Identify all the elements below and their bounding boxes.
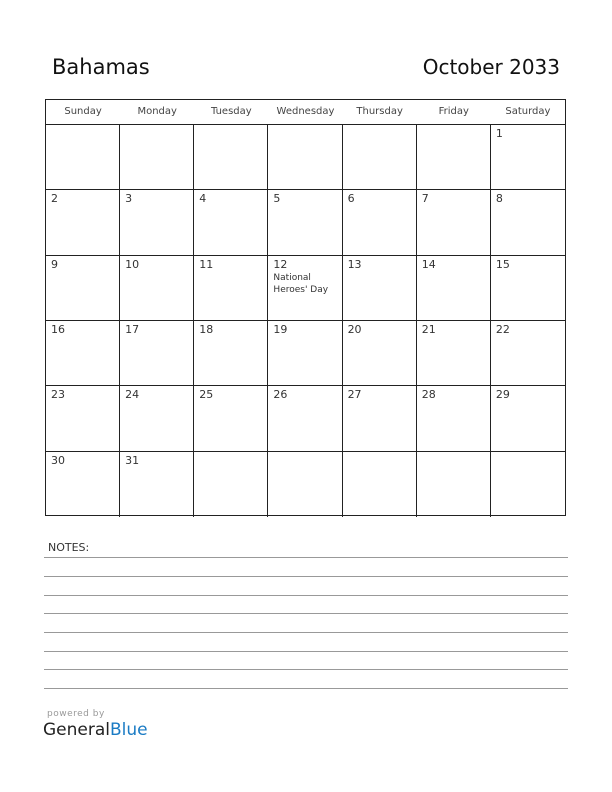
holiday-label: National Heroes' Day (273, 272, 329, 295)
day-number: 25 (199, 388, 214, 402)
day-cell (46, 190, 120, 255)
day-cell (491, 125, 565, 190)
day-number: 1 (495, 127, 503, 140)
day-cell (268, 190, 342, 255)
day-cell (46, 452, 120, 517)
powered-by-text: powered by (47, 709, 105, 719)
day-cell (417, 256, 491, 321)
day-cell (194, 256, 268, 321)
day-cell (120, 452, 194, 517)
day-cell (120, 125, 194, 190)
day-cell (343, 256, 417, 321)
day-cell (120, 321, 194, 386)
notes-line (44, 688, 568, 689)
day-number: 31 (125, 453, 140, 467)
day-cell (417, 190, 491, 255)
weekday-header (46, 100, 565, 125)
day-number: 13 (347, 257, 362, 271)
day-number: 27 (347, 388, 362, 402)
weekday-monday: Monday (137, 106, 177, 117)
day-cell (268, 386, 342, 451)
day-cell (343, 125, 417, 190)
day-cell (120, 190, 194, 255)
day-number: 4 (199, 192, 207, 206)
day-cell (46, 125, 120, 190)
notes-line (44, 576, 568, 577)
day-number: 22 (495, 323, 510, 336)
day-number: 14 (421, 257, 436, 271)
weekday-tuesday: Tuesday (211, 106, 252, 117)
day-cell (46, 321, 120, 386)
day-number: 30 (51, 453, 65, 467)
day-cell (268, 256, 342, 321)
weekday-wednesday: Wednesday (276, 106, 335, 117)
day-number: 6 (347, 192, 355, 206)
day-cell (343, 321, 417, 386)
day-number: 16 (51, 323, 65, 336)
day-cell (491, 321, 565, 386)
day-cell (194, 386, 268, 451)
notes-label: NOTES: (48, 541, 90, 554)
day-number: 11 (199, 257, 214, 271)
notes-line (44, 651, 568, 652)
day-number: 29 (495, 388, 510, 402)
day-cell (417, 125, 491, 190)
day-number: 24 (125, 388, 140, 402)
month-year-title: October 2033 (422, 55, 560, 79)
day-number: 2 (51, 192, 58, 206)
day-cell (417, 386, 491, 451)
generalblue-logo (43, 720, 148, 740)
country-title: Bahamas (52, 55, 150, 79)
day-cell (46, 256, 120, 321)
day-cell (268, 321, 342, 386)
day-number: 23 (51, 388, 65, 402)
day-number: 17 (125, 323, 140, 336)
day-number: 15 (495, 257, 510, 271)
day-number: 19 (273, 323, 288, 336)
day-number: 5 (273, 192, 281, 206)
day-cell (46, 386, 120, 451)
calendar-body (46, 125, 565, 517)
notes-line (44, 632, 568, 633)
day-cell (417, 452, 491, 517)
day-cell (194, 452, 268, 517)
day-cell (491, 386, 565, 451)
weekday-friday: Friday (438, 106, 469, 117)
notes-line (44, 595, 568, 596)
logo-general: General (43, 720, 110, 740)
day-cell (491, 190, 565, 255)
day-cell (343, 386, 417, 451)
day-cell (120, 386, 194, 451)
day-number: 9 (51, 257, 58, 271)
day-number: 7 (421, 192, 429, 206)
weekday-sunday: Sunday (64, 106, 102, 117)
day-cell (194, 125, 268, 190)
day-number: 28 (421, 388, 436, 402)
notes-line (44, 613, 568, 614)
day-cell (268, 125, 342, 190)
day-cell (491, 452, 565, 517)
day-cell (268, 452, 342, 517)
day-cell (120, 256, 194, 321)
calendar-grid (45, 99, 566, 516)
day-cell (343, 452, 417, 517)
notes-line (44, 557, 568, 558)
weekday-thursday: Thursday (356, 106, 403, 117)
day-cell (194, 190, 268, 255)
notes-line (44, 669, 568, 670)
logo-blue: Blue (110, 720, 148, 740)
day-number: 3 (125, 192, 133, 206)
weekday-saturday: Saturday (505, 106, 551, 117)
day-number: 10 (125, 257, 140, 271)
day-number: 12 (273, 257, 288, 271)
day-number: 21 (421, 323, 436, 336)
day-number: 18 (199, 323, 214, 336)
day-number: 8 (495, 192, 503, 206)
day-cell (491, 256, 565, 321)
day-number: 26 (273, 388, 288, 402)
day-cell (417, 321, 491, 386)
day-cell (343, 190, 417, 255)
day-number: 20 (347, 323, 362, 336)
day-cell (194, 321, 268, 386)
